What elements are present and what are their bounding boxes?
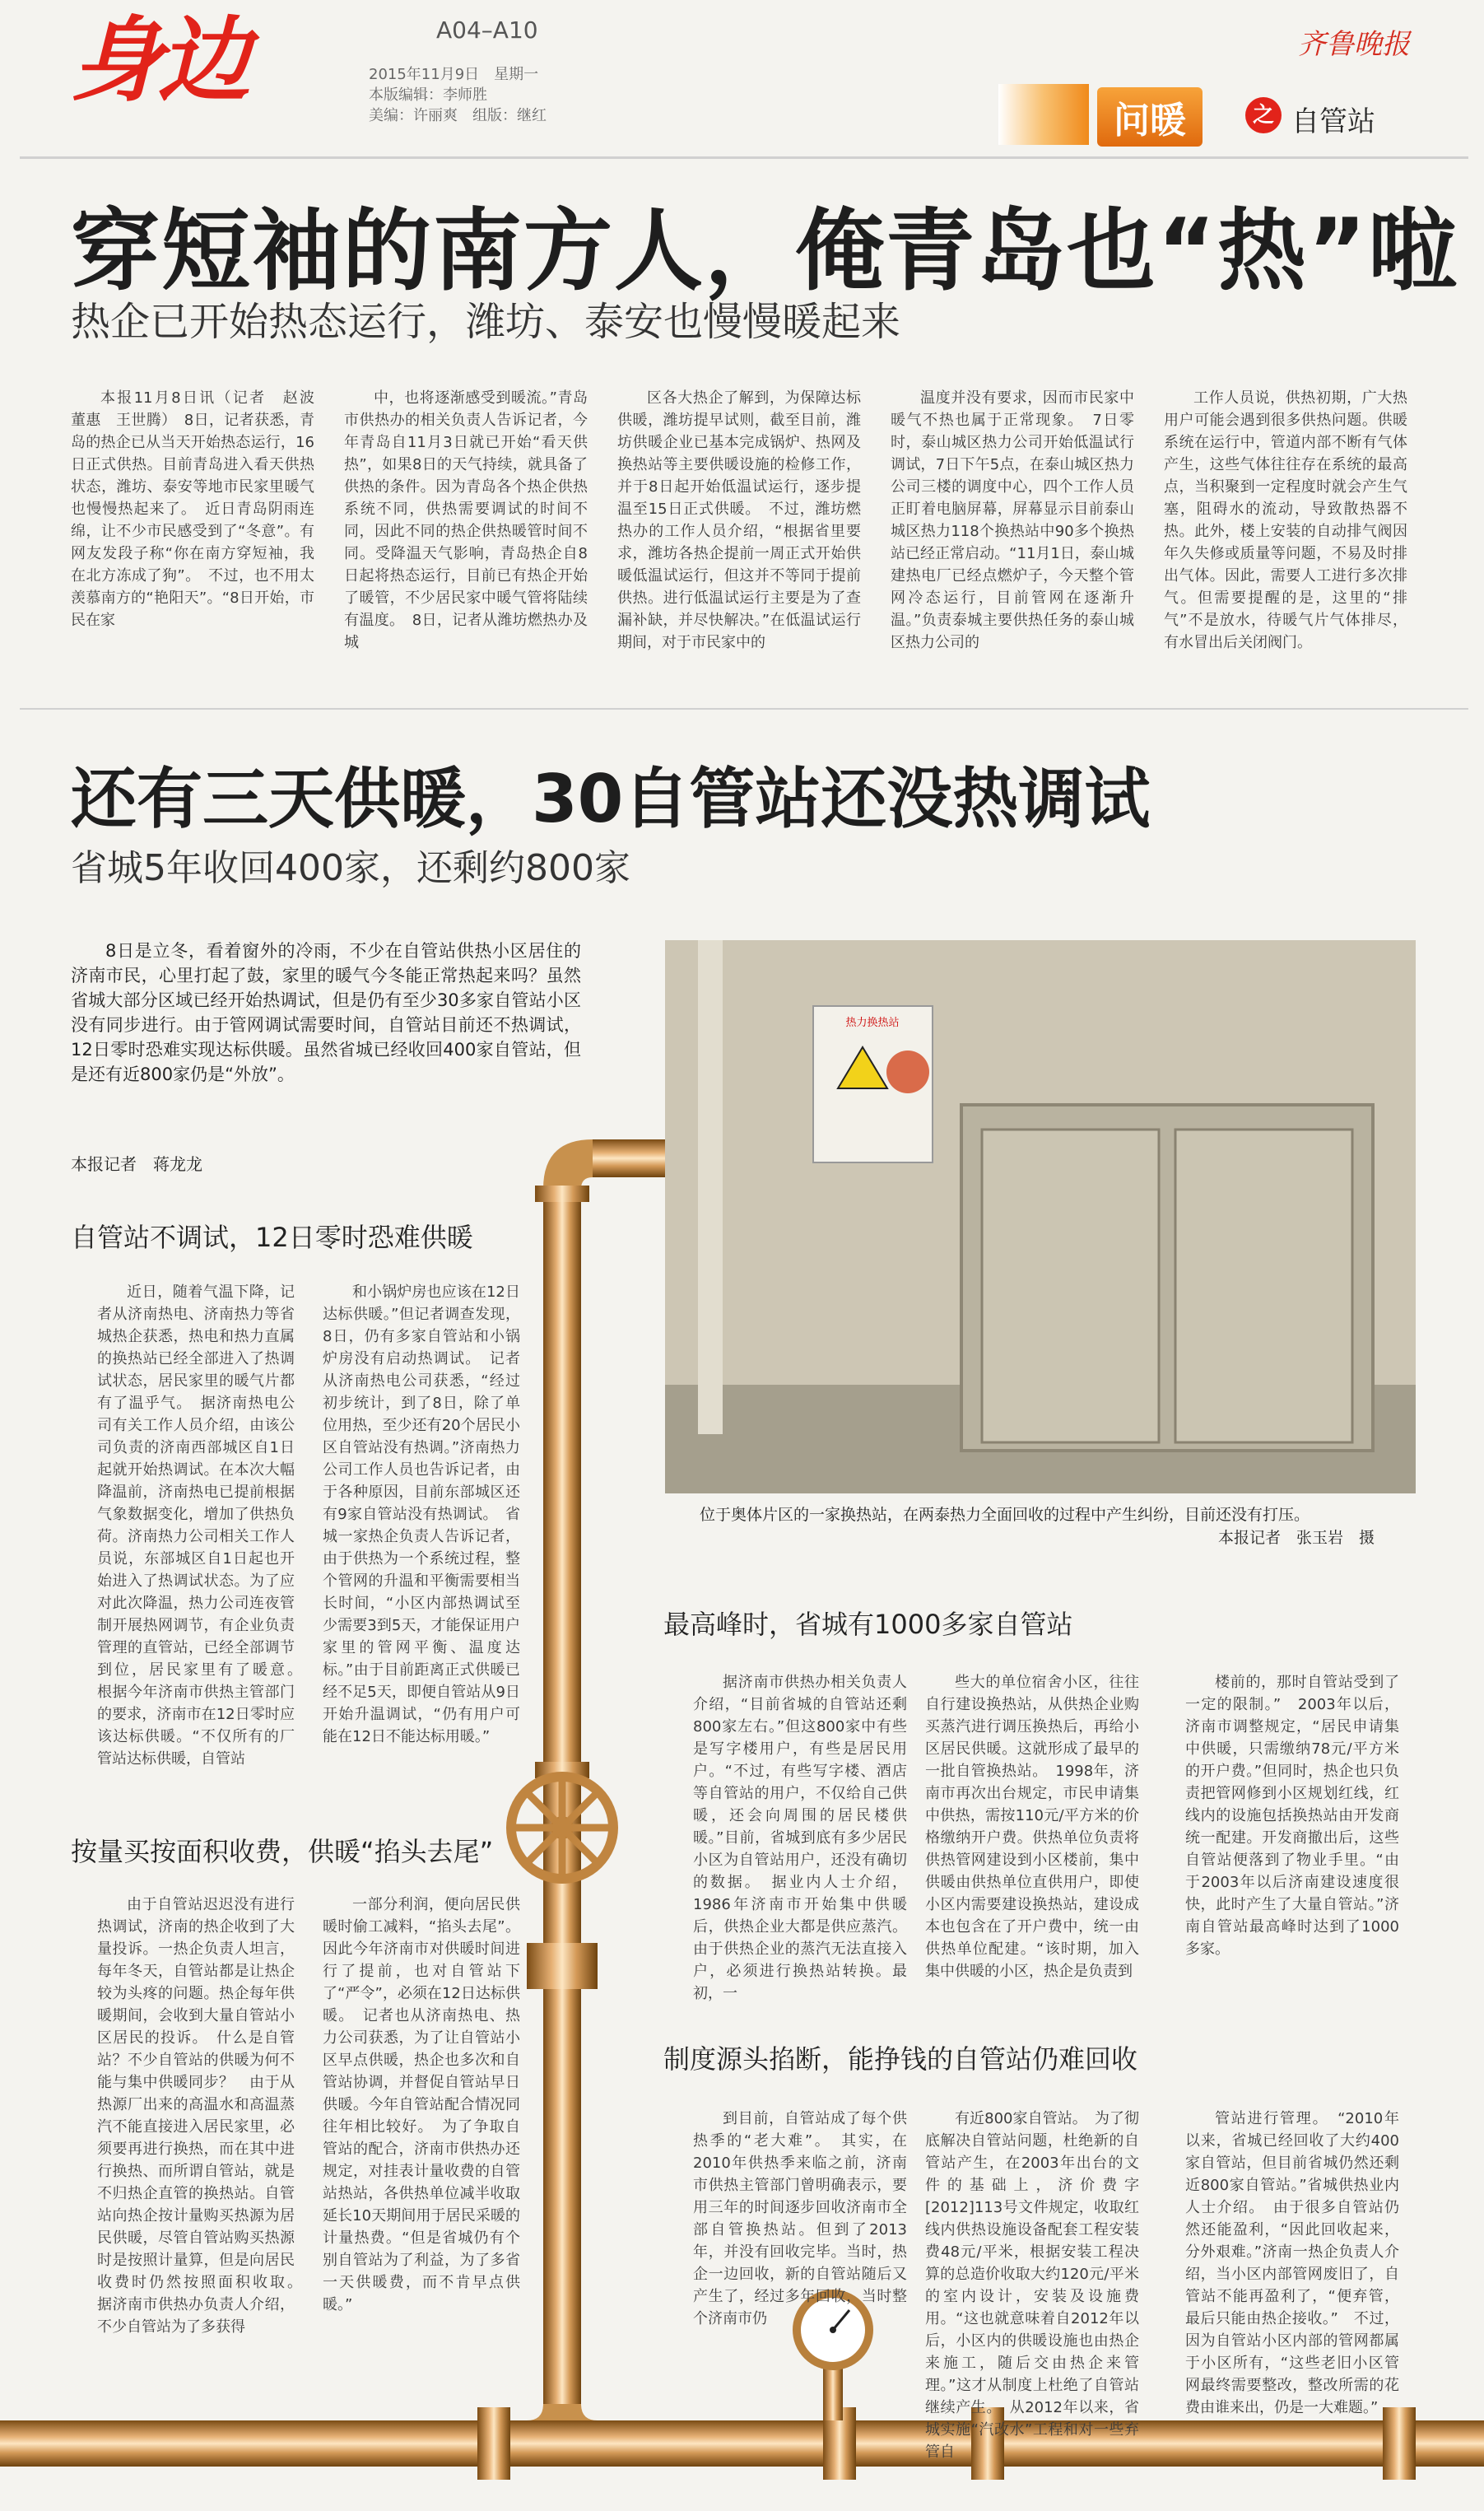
section-column: [1185, 2108, 1399, 2445]
section-text: 楼前的，那时自管站受到了一定的限制。” 2003年以后，济南市调整规定，“居民申请集中供暖，只需缴纳78元/平方米的开户费。”但同时，热企也只负责把管网修到小区规划红线，红线内的设施包括换热站由开发商统一配建。开发商撤出后，这些自管站便落到了物业手里。“由于2003年以后济南建设速度很快，此时产生了大量自管站。”济南自管站最高峰时达到了1000多家。: [1185, 1674, 1399, 1958]
story1-text: 中，也将逐渐感受到暖流。”青岛市供热办的相关负责人告诉记者，今年青岛自11月3日就已开始“看天供热”，如果8日的天气持续，就具备了供热的条件。因为青岛各个热企供热系统不同，供热需要调试的时间不同，因此不同的热企供热暖管时间不同。受降温天气影响，青岛热企自8日起将热态运行，目前已有热企开始了暖管，不少居民家中暖气管将陆续有温度。 8日，记者从潍坊燃热办及城: [344, 389, 588, 651]
section-heading: 最高峰时，省城有1000多家自管站: [663, 1609, 1073, 1640]
pipe-elbow-bottom: [527, 2404, 598, 2420]
section-column: [925, 1671, 1139, 2001]
story2-headline: 还有三天供暖，30自管站还没热调试: [71, 761, 1151, 837]
column-name: 自管站: [1291, 105, 1375, 138]
pipe-flange: [477, 2407, 510, 2480]
story1-column: [344, 387, 588, 683]
lead-text: 8日是立冬，看着窗外的冷雨，不少在自管站供热小区居住的济南市民，心里打起了鼓，家里的暖气今冬能正常热起来吗？虽然省城大部分区域已经开始热调试，但是仍有至少30多家自管站小区没有同步进行。由于管网调试需要时间，自管站目前还不热调试，12日零时恐难实现达标供暖。虽然省城已经收回400家自管站，但是还有近800家仍是“外放”。: [71, 941, 581, 1084]
pipe-elbow-top: [543, 1139, 593, 1189]
column-tag: [998, 79, 1410, 150]
section-column: [925, 2108, 1139, 2461]
section-text: 一部分利润，便向居民供暖时偷工减料，“掐头去尾”。因此今年济南市对供暖时间进行了提前，也对自管站下了“严令”，必须在12日达标供暖。 记者也从济南热电、热力公司获悉，为了让自管站小区早点供暖，热企也多次和自管站协调，并督促自管站早日供暖。今年自管站配合情况同往年相比较好。 为了争取自管站的配合，济南市供热办还规定，对挂表计量收费的自管站热站，各供热单位减半收取延长10天期间用于居民采暖的计量热费。“但是省城仍有个别自管站为了利益，为了多省一天供暖费，而不肯早点供暖。”: [323, 1896, 520, 2313]
pipe-flange: [535, 1186, 589, 1202]
section-heading: 按量买按面积收费，供暖“掐头去尾”: [71, 1836, 494, 1867]
column-zhi-circle: 之: [1245, 97, 1282, 133]
valve-wheel-icon: [511, 1777, 613, 1879]
section-column: [323, 1281, 520, 1745]
column-badge: 问暖: [1097, 87, 1203, 147]
section-text: 有近800家自管站。 为了彻底解决自管站问题，杜绝新的自管站产生，在2003年出台的文件的基础上，济价费字[2012]113号文件规定，收取红线内供热设施设备配套工程安装费48元/平米，根据安装工程决算的总造价收取大约120元/平米的室内设计，安装及设施费用。“这也就意味着自2012年以后，小区内的供暖设施也由热企来施工，随后交由热企来管理。”这才从制度上杜绝了自管站继续产生。 从2012年以来，省城实施“汽改水”工程和对一些弃管自: [925, 2110, 1139, 2461]
section-text: 近日，随着气温下降，记者从济南热电、济南热力等省城热企获悉，热电和热力直属的换热站已经全部进入了热调试状态，居民家里的暖气片都有了温乎气。 据济南热电公司有关工作人员介绍，由该公司负责的济南西部城区自1日起就开始热调试。在本次大幅降温前，济南热电已提前根据气象数据变化，增加了供热负荷。济南热力公司相关工作人员说，东部城区自1日起也开始进入了热调试状态。为了应对此次降温，热力公司连夜管制开展热网调节，有企业负责管理的直管站，已经全部调节到位，居民家里有了暖意。 根据今年济南市供热主管部门的要求，济南市在12日零时应该达标供暖。“不仅所有的厂管站达标供暖，自管站: [97, 1283, 309, 1768]
story1-text: 本报11月8日讯（记者 赵波 董惠 王世腾） 8日，记者获悉，青岛的热企已从当天开始热态运行，16日正式供热。目前青岛进入看天供热状态，潍坊、泰安等地市民家里暖气也慢慢热起来了。 近日青岛阴雨连绵，让不少市民感受到了“冬意”。有网友发段子称“你在南方穿短袖，我在北方冻成了狗”。 不过，也不用太羡慕南方的“艳阳天”。“8日开始，市民在家: [71, 389, 329, 629]
story1-text: 区各大热企了解到，为保障达标供暖，潍坊提早试则，截至目前，潍坊供暖企业已基本完成锅炉、热网及换热站等主要供暖设施的检修工作，并于8日起开始低温试运行，逐步提温至15日正式供暖。 不过，潍坊燃热办的工作人员介绍，“根据省里要求，潍坊各热企提前一周正式开始供暖低温试运行，但这并不等同于提前供热。进行低温试运行主要是为了查漏补缺，并尽快解决。”在低温试运行期间，对于市民家中的: [617, 389, 861, 651]
section-heading: 制度源头掐断，能挣钱的自管站仍难回收: [663, 2043, 1138, 2075]
section-logo: 身边: [71, 7, 245, 114]
page-range: A04–A10: [436, 16, 538, 44]
story1-column: [71, 387, 329, 683]
story2-lead: [71, 939, 581, 1087]
story1-text: 工作人员说，供热初期，广大热用户可能会遇到很多供热问题。供暖系统在运行中，管道内部不断有气体产生，这些气体往往存在系统的最高点，当积聚到一定程度时就会产生气塞，阻碍水的流动，导致散热器不热。此外，楼上安装的自动排气阀因年久失修或质量等问题，不易及时排出气体。因此，需要人工进行多次排气。但需要提醒的是，这里的“排气”不是放水，待暖气片气体排尽，有水冒出后关闭阀门。: [1164, 389, 1407, 651]
photo-credit: 本报记者 张玉岩 摄: [1217, 1529, 1375, 1547]
header-rule: [20, 156, 1468, 159]
section-text: 管站进行管理。 “2010年以来，省城已经回收了大约400家自管站，但目前省城仍然还剩近800家自管站。”省城供热业内人士介绍。 由于很多自管站仍然还能盈利，“因此回收起来，分外艰难。”济南一热企负责人介绍，当小区内部管网废旧了，自管站不能再盈利了，“便弃管，最后只能由热企接收。” 不过，因为自管站小区内部的管网都属于小区所有，“这些老旧小区管网最终需要整改，整改所需的花费由谁来出，仍是一大难题。”: [1185, 2110, 1399, 2416]
valve-body: [527, 1943, 598, 1989]
editor-credit: 本版编辑：李师胜: [369, 86, 487, 104]
issue-meta: [369, 64, 547, 126]
section-column: [97, 1281, 309, 1768]
section-column: [1185, 1671, 1399, 2001]
section-text: 据济南市供热办相关负责人介绍，“目前省城的自管站还剩800家左右。”但这800家中有些是写字楼用户，有些是居民用户。“不过，有些写字楼、酒店等自管站的用户，不仅给自己供暖，还会向周围的居民楼供暖。”目前，省城到底有多少居民小区为自管站用户，还没有确切的数据。 据业内人士介绍，1986年济南市开始集中供暖后，供热企业大都是供应蒸汽。由于供热企业的蒸汽无法直接入户，必须进行换热站转换。最初，一: [693, 1674, 907, 2002]
story1-column: [1164, 387, 1407, 683]
story1-text: 温度并没有要求，因而市民家中暖气不热也属于正常现象。 7日零时，泰山城区热力公司开始低温试行调试，7日下午5点，在泰山城区热力公司三楼的调度中心，四个工作人员正盯着电脑屏幕，屏幕显示目前泰山城区热力118个换热站中90多个换热站已经正常启动。“11月1日，泰山城建热电厂已经点燃炉子，今天整个管网冷态运行，目前管网在逐渐升温。”负责泰城主要供热任务的泰山城区热力公司的: [891, 389, 1134, 651]
story1-subhead: 热企已开始热态运行，潍坊、泰安也慢慢暖起来: [71, 299, 901, 345]
issue-date: 2015年11月9日 星期一: [369, 66, 539, 83]
sign-title: 热力换热站: [845, 1017, 900, 1029]
substation-photo: [665, 940, 1416, 1493]
story2-byline: 本报记者 蒋龙龙: [71, 1154, 202, 1174]
section-column: [693, 2108, 907, 2355]
design-credit: 美编：许丽爽 组版：继红: [369, 107, 547, 124]
section-text: 由于自管站迟迟没有进行热调试，济南的热企收到了大量投诉。一热企负责人坦言，每年冬天，自管站都是让热企较为头疼的问题。热企每年供暖期间，会收到大量自管站小区居民的投诉。 什么是自管站？不少自管站的供暖为何不能与集中供暖同步？ 由于从热源厂出来的高温水和高温蒸汽不能直接进入居民家里，必须要再进行换热，而在其中进行换热、而所谓自管站，就是不归热企直管的换热站。自管站向热企按计量购买热源为居民供暖，尽管自管站购买热源时是按照计量算，但是向居民收费时仍然按照面积收取。 据济南市供热办负责人介绍，不少自管站为了多获得: [97, 1896, 309, 2336]
photo-caption: [700, 1503, 1407, 1549]
section-column: [97, 1894, 309, 2355]
section-column: [693, 1671, 907, 2001]
section-column: [323, 1894, 520, 2355]
section-text: 和小锅炉房也应该在12日达标供暖。”但记者调查发现，8日，仍有多家自管站和小锅炉房没有启动热调试。 记者从济南热电公司获悉，“经过初步统计，到了8日，除了单位用热，至少还有20个居民小区自管站没有热调。”济南热力公司工作人员也告诉记者，由于各种原因，目前东部城区还有9家自管站没有热调试。 省城一家热企负责人告诉记者，由于供热为一个系统过程，整个管网的升温和平衡需要相当长时间，“小区内部热调试至少需要3到5天，才能保证用户家里的管网平衡、温度达标。”由于目前距离正式供暖已经不足5天，即便自管站从9日开始升温调试，“仍有用户可能在12日不能达标用暖。”: [323, 1283, 520, 1745]
section-text: 些大的单位宿舍小区，往往自行建设换热站，从供热企业购买蒸汽进行调压换热后，再给小区居民供暖。这就形成了最早的一批自管换热站。 1998年，济南市再次出台规定，市民申请集中供热，需按110元/平方米的价格缴纳开户费。供热单位负责将供热管网建设到小区楼前，集中供暖由供热单位直供用户，即使小区内需要建设换热站，建设成本也包含在了开户费中，统一由供热单位配建。“该时期，加入集中供暖的小区，热企是负责到: [925, 1674, 1139, 1980]
newspaper-logo: 齐鲁晚报: [1298, 28, 1410, 61]
caption-text: 位于奥体片区的一家换热站，在两泰热力全面回收的过程中产生纠纷，目前还没有打压。: [700, 1506, 1310, 1524]
section-heading: 自管站不调试，12日零时恐难供暖: [71, 1222, 473, 1253]
story1-column: [891, 387, 1134, 683]
column-tag-gradient: [998, 84, 1089, 145]
story2-subhead: 省城5年收回400家，还剩约800家: [71, 847, 630, 889]
story1-headline: 穿短袖的南方人，俺青岛也“热”啦: [71, 200, 1458, 303]
story1-column: [617, 387, 861, 683]
section-text: 到目前，自管站成了每个供热季的“老大难”。 其实，在2010年供热季来临之前，济南市供热主管部门曾明确表示，要用三年的时间逐步回收济南市全部自管换热站。但到了2013年，并没有回收完毕。当时，热企一边回收，新的自管站随后又产生了，经过多年回收，当时整个济南市仍: [693, 2110, 907, 2327]
photo-illustration: [665, 940, 1416, 1493]
story-divider: [20, 708, 1468, 710]
